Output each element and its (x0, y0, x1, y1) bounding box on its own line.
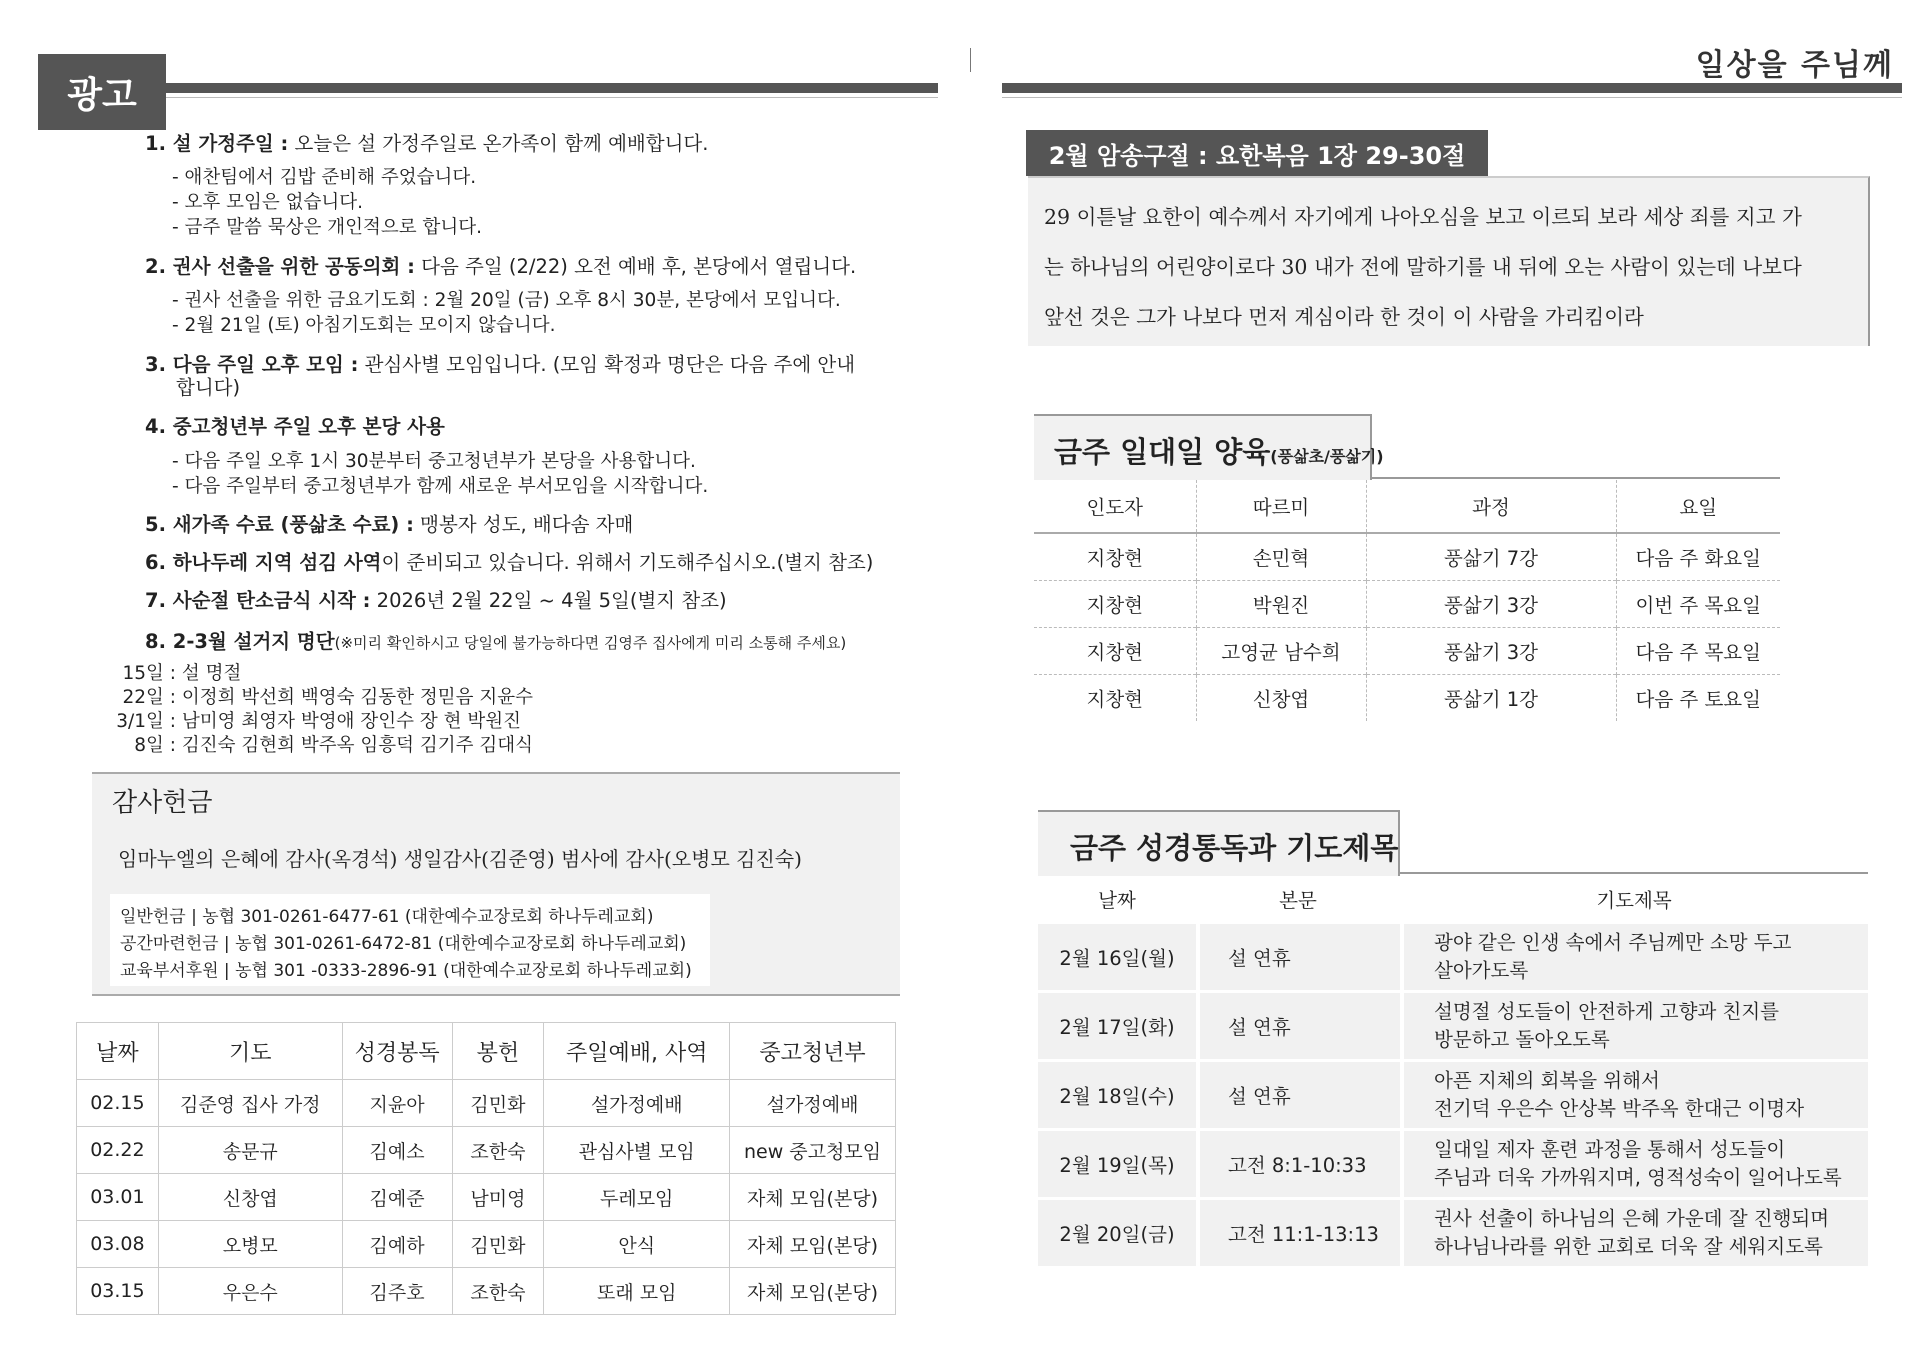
prayer-cell: 아픈 지체의 회복을 위해서 전기덕 우은수 안상복 박주옥 한대근 이명자 (1400, 1062, 1868, 1128)
announcement-continuation: 합니다) (176, 376, 241, 399)
prayer-cell: 권사 선출이 하나님의 은혜 가운데 잘 진행되며 하나님나라를 위한 교회로 더욱 잘 세워지도록 (1400, 1200, 1868, 1266)
prayer-cell: 일대일 제자 훈련 과정을 통해서 성도들이 주님과 더욱 가까워지며, 영적성숙이 일어나도록 (1400, 1131, 1868, 1197)
table-header-row (1038, 877, 1868, 921)
table-row (77, 1174, 896, 1221)
table-row (1034, 628, 1780, 675)
table-cell: 2월 18일(수) (1038, 1062, 1196, 1128)
section-rule (1370, 477, 1780, 479)
announcement-item: 6. 하나두레 지역 섬김 사역이 준비되고 있습니다. 위해서 기도해주십시오.(별지 참조) (145, 551, 874, 574)
table-cell: 2월 20일(금) (1038, 1200, 1196, 1266)
bank-account: 일반헌금 | 농협 301-0261-6477-61 (대한예수교장로회 하나두레교회) (120, 907, 654, 927)
table-cell: 손민혁 (1196, 533, 1366, 581)
thanks-offering-title: 감사헌금 (112, 788, 213, 818)
thanks-offering-text: 임마누엘의 은혜에 감사(옥경석) 생일감사(김준영) 범사에 감사(오병모 김진숙) (118, 847, 802, 871)
table-cell: 풍삶기 3강 (1366, 581, 1616, 628)
announcement-subitem: - 2월 21일 (토) 아침기도회는 모이지 않습니다. (172, 315, 556, 336)
bank-account: 교육부서후원 | 농협 301 -0333-2896-91 (대한예수교장로회 하나두레교회) (120, 961, 692, 981)
table-cell: 설 연휴 (1196, 1062, 1400, 1128)
table-cell: 김민화 (452, 1221, 544, 1268)
discipleship-table (1034, 480, 1780, 721)
table-row (77, 1221, 896, 1268)
bible-prayer-title: 금주 성경통독과 기도제목 (1070, 831, 1399, 865)
announcement-subitem: - 애찬팀에서 김밥 준비해 주었습니다. (172, 167, 477, 188)
bible-prayer-table (1038, 874, 1868, 1269)
table-row (1038, 1131, 1868, 1197)
table-cell: 관심사별 모임 (544, 1127, 730, 1174)
table-cell: 자체 모임(본당) (730, 1221, 896, 1268)
table-cell: 풍삶기 1강 (1366, 675, 1616, 722)
table-cell: 지창현 (1034, 533, 1196, 581)
dishwashing-row: 22일 : 이정희 박선희 백영숙 김동한 정믿음 지윤수 (122, 687, 533, 708)
table-row (77, 1268, 896, 1315)
table-cell: 또래 모임 (544, 1268, 730, 1315)
column-header: 날짜 (1038, 877, 1196, 921)
table-cell: 김민화 (452, 1080, 544, 1127)
table-row (77, 1080, 896, 1127)
column-header: 주일예배, 사역 (544, 1023, 730, 1080)
table-cell: 03.08 (77, 1221, 159, 1268)
table-cell: 다음 주 화요일 (1616, 533, 1780, 581)
bank-account: 공간마련헌금 | 농협 301-0261-6472-81 (대한예수교장로회 하나두레교회) (120, 934, 687, 954)
table-cell: 고전 8:1-10:33 (1196, 1131, 1400, 1197)
table-cell: 02.15 (77, 1080, 159, 1127)
column-header: 봉헌 (452, 1023, 544, 1080)
table-row (1038, 1062, 1868, 1128)
column-header: 기도 (158, 1023, 342, 1080)
table-cell: 조한숙 (452, 1268, 544, 1315)
table-header-row (77, 1023, 896, 1080)
announcement-subitem: - 다음 주일부터 중고청년부가 함께 새로운 부서모임을 시작합니다. (172, 476, 709, 497)
column-header: 인도자 (1034, 480, 1196, 533)
announcement-item: 7. 사순절 탄소금식 시작 : 2026년 2월 22일 ~ 4월 5일(별지 참조) (145, 589, 727, 612)
table-cell: 지윤아 (342, 1080, 452, 1127)
table-cell: 설가정예배 (730, 1080, 896, 1127)
announcement-subitem: - 금주 말씀 묵상은 개인적으로 합니다. (172, 217, 483, 238)
announcement-item: 1. 설 가정주일 : 오늘은 설 가정주일로 온가족이 함께 예배합니다. (145, 132, 709, 155)
table-cell: 2월 17일(화) (1038, 993, 1196, 1059)
announcement-subitem: - 권사 선출을 위한 금요기도회 : 2월 20일 (금) 오후 8시 30분, 본당에서 모입니다. (172, 290, 841, 311)
table-row (1038, 924, 1868, 990)
section-title-ads: 광고 (38, 54, 166, 130)
table-cell: 송문규 (158, 1127, 342, 1174)
table-cell: 오병모 (158, 1221, 342, 1268)
announcement-item: 2. 권사 선출을 위한 공동의회 : 다음 주일 (2/22) 오전 예배 후, 본당에서 열립니다. (145, 255, 857, 278)
table-cell: 2월 19일(목) (1038, 1131, 1196, 1197)
table-cell: 김예하 (342, 1221, 452, 1268)
announcement-subitem: - 다음 주일 오후 1시 30분부터 중고청년부가 본당을 사용합니다. (172, 451, 696, 472)
prayer-cell: 광야 같은 인생 속에서 주님께만 소망 두고 살아가도록 (1400, 924, 1868, 990)
memory-verse-line: 는 하나님의 어린양이로다 30 내가 전에 말하기를 내 뒤에 오는 사람이 있는데 나보다 (1044, 255, 1802, 279)
table-cell: 지창현 (1034, 581, 1196, 628)
memory-verse-title: 2월 암송구절 : 요한복음 1장 29-30절 (1026, 130, 1488, 176)
table-cell: 김예준 (342, 1174, 452, 1221)
table-cell: 우은수 (158, 1268, 342, 1315)
table-cell: 이번 주 목요일 (1616, 581, 1780, 628)
announcement-item: 3. 다음 주일 오후 모임 : 관심사별 모임입니다. (모임 확정과 명단은 다음 주에 안내 (145, 353, 856, 376)
table-cell: 다음 주 목요일 (1616, 628, 1780, 675)
table-cell: 지창현 (1034, 628, 1196, 675)
dishwashing-row: 3/1일 : 남미영 최영자 박영애 장인수 장 현 박원진 (116, 711, 521, 732)
table-cell: 남미영 (452, 1174, 544, 1221)
column-header: 기도제목 (1400, 877, 1868, 921)
table-cell: 신창엽 (158, 1174, 342, 1221)
header-rule (166, 97, 938, 98)
table-cell: new 중고청모임 (730, 1127, 896, 1174)
column-header: 본문 (1196, 877, 1400, 921)
discipleship-title: 금주 일대일 양육(풍삶초/풍삶기) (1054, 435, 1384, 469)
page-title: 일상을 주님께 (1695, 48, 1894, 83)
table-cell: 고영균 남수희 (1196, 628, 1366, 675)
table-cell: 풍삶기 7강 (1366, 533, 1616, 581)
header-bar (166, 83, 938, 93)
dishwashing-row: 8일 : 김진숙 김현희 박주옥 임흥덕 김기주 김대식 (134, 735, 533, 756)
table-cell: 지창현 (1034, 675, 1196, 722)
column-header: 과정 (1366, 480, 1616, 533)
table-cell: 설 연휴 (1196, 993, 1400, 1059)
table-cell: 03.15 (77, 1268, 159, 1315)
table-row (1034, 675, 1780, 722)
announcement-item: 8. 2-3월 설거지 명단(※미리 확인하시고 당일에 불가능하다면 김영주 집사에게 미리 소통해 주세요) (145, 630, 847, 653)
table-row (77, 1127, 896, 1174)
column-header: 따르미 (1196, 480, 1366, 533)
table-cell: 설가정예배 (544, 1080, 730, 1127)
table-cell: 자체 모임(본당) (730, 1268, 896, 1315)
table-cell: 두레모임 (544, 1174, 730, 1221)
table-cell: 풍삶기 3강 (1366, 628, 1616, 675)
table-cell: 2월 16일(월) (1038, 924, 1196, 990)
column-header: 날짜 (77, 1023, 159, 1080)
announcement-item: 5. 새가족 수료 (풍삶초 수료) : 맹봉자 성도, 배다솜 자매 (145, 513, 634, 536)
table-cell: 김예소 (342, 1127, 452, 1174)
column-header: 중고청년부 (730, 1023, 896, 1080)
announcement-subitem: - 오후 모임은 없습니다. (172, 192, 364, 213)
page-divider (970, 48, 971, 72)
table-header-row (1034, 480, 1780, 533)
column-header: 성경봉독 (342, 1023, 452, 1080)
table-row (1034, 533, 1780, 581)
table-cell: 박원진 (1196, 581, 1366, 628)
table-cell: 안식 (544, 1221, 730, 1268)
table-cell: 고전 11:1-13:13 (1196, 1200, 1400, 1266)
column-header: 요일 (1616, 480, 1780, 533)
table-cell: 김준영 집사 가정 (158, 1080, 342, 1127)
table-row (1038, 993, 1868, 1059)
table-cell: 김주호 (342, 1268, 452, 1315)
dishwashing-row: 15일 : 설 명절 (122, 663, 242, 684)
memory-verse-line: 29 이튿날 요한이 예수께서 자기에게 나아오심을 보고 이르되 보라 세상 죄를 지고 가 (1044, 205, 1802, 229)
table-cell: 신창엽 (1196, 675, 1366, 722)
memory-verse-line: 앞선 것은 그가 나보다 먼저 계심이라 한 것이 이 사람을 가리킴이라 (1044, 305, 1644, 329)
table-cell: 다음 주 토요일 (1616, 675, 1780, 722)
table-row (1038, 1200, 1868, 1266)
table-cell: 자체 모임(본당) (730, 1174, 896, 1221)
table-cell: 02.22 (77, 1127, 159, 1174)
header-rule (1002, 97, 1902, 98)
table-row (1034, 581, 1780, 628)
table-cell: 03.01 (77, 1174, 159, 1221)
duty-roster-table (76, 1022, 896, 1315)
table-cell: 조한숙 (452, 1127, 544, 1174)
header-bar (1002, 83, 1902, 93)
table-cell: 설 연휴 (1196, 924, 1400, 990)
prayer-cell: 설명절 성도들이 안전하게 고향과 친지를 방문하고 돌아오도록 (1400, 993, 1868, 1059)
announcement-item: 4. 중고청년부 주일 오후 본당 사용 (145, 415, 445, 438)
